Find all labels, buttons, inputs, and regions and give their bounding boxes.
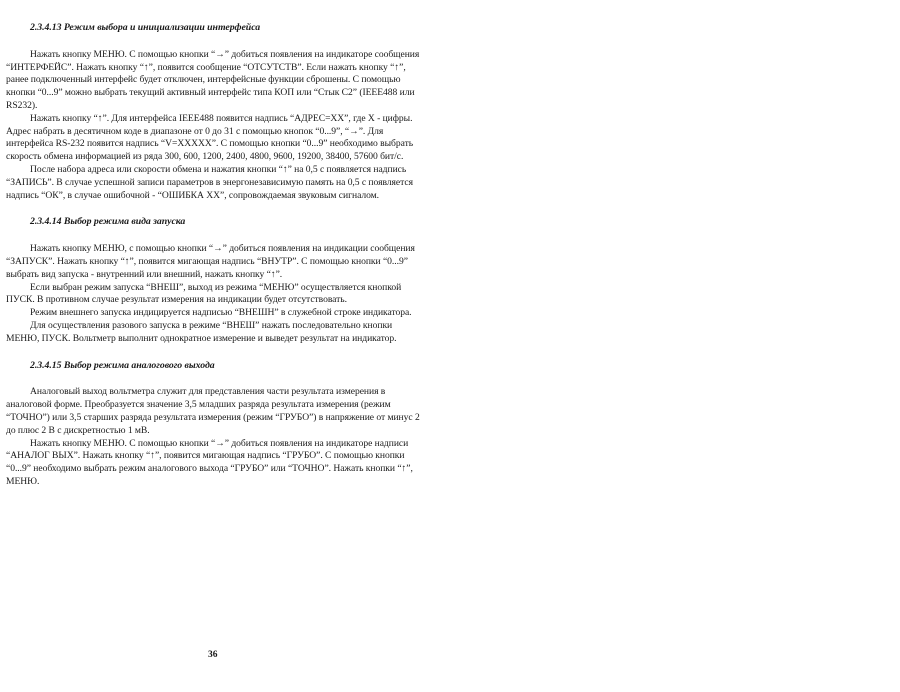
section-heading: 2.3.4.13 Режим выбора и инициализации интерфейса — [30, 22, 261, 33]
paragraph: После набора адреса или скорости обмена и нажатия кнопки “↑” на 0,5 с появляется надпись “ЗАПИСЬ”. В случае успешной записи параметров в энергонезависимую память на 0,5 с появляется надпись “ОК”, в случае ошибочной - “ОШИБКА XX”, сопровождаемая звуковым сигналом. — [6, 163, 413, 201]
paragraph: Нажать кнопку МЕНЮ. С помощью кнопки “→” добиться появления на индикаторе сообщения “ИНТЕРФЕЙС”. Нажать кнопку “↑”, появится сообщение “ОТСУТСТВ”. Если нажать кнопку “↑”, ранее подключенный интерфейс будет отключен, интерфейсные функции сброшены. С помощью кнопки “0...9” можно выбрать текущий активный интерфейс типа КОП или “Стык С2” (IEEE488 или RS232). — [6, 48, 420, 111]
section-trigger-mode — [6, 216, 426, 345]
paragraph: Если выбран режим запуска “ВНЕШ”, выход из режима “МЕНЮ” осуществляется кнопкой ПУСК. В противном случае результат измерения на индикации будет отсутствовать. — [6, 281, 402, 306]
page-number: 36 — [208, 650, 218, 660]
paragraph: Нажать кнопку “↑”. Для интерфейса IEEE488 появится надпись “АДРЕС=XX”, где X - цифры. Адрес набрать в десятичном коде в диапазоне от 0 до 31 с помощью кнопок “0...9”, “→”. Для интерфейса RS-232 появится надпись “V=XXXXX”. С помощью кнопки “0...9” необходимо выбрать скорость обмена информацией из ряда 300, 600, 1200, 2400, 4800, 9600, 19200, 38400, 57600 бит/с. — [6, 112, 414, 163]
section-heading: 2.3.4.14 Выбор режима вида запуска — [30, 216, 186, 228]
paragraph: Аналоговый выход вольтметра служит для представления части результата измерения в аналоговой форме. Преобразуется значение 3,5 младших разряда результата измерения (режим “ТОЧНО”) или 3,5 старших разряда результата измерения (режим “ГРУБО”) в напряжение от минус 2 до плюс 2 В с дискретностью 1 мВ. — [6, 386, 420, 436]
section-interface-mode — [6, 22, 426, 202]
section-analog-output — [6, 360, 426, 489]
paragraph: Режим внешнего запуска индицируется надписью “ВНЕШН” в служебной строке индикатора. — [30, 307, 412, 319]
paragraph: Нажать кнопку МЕНЮ, с помощью кнопки “→” добиться появления на индикации сообщения “ЗАПУСК”. Нажать кнопку “↑”, появится мигающая надпись “ВНУТР”. С помощью кнопки “0...9” выбрать вид запуска - внутренний или внешний, нажать кнопку “↑”. — [6, 243, 415, 280]
section-heading: 2.3.4.15 Выбор режима аналогового выхода — [30, 359, 215, 371]
paragraph: Нажать кнопку МЕНЮ. С помощью кнопки “→” добиться появления на индикаторе надписи “АНАЛОГ ВЫХ”. Нажать кнопку “↑”, появится мигающая надпись “ГРУБО”. С помощью кнопки “0...9” необходимо выбрать режим аналогового выхода “ГРУБО” или “ТОЧНО”. Нажать кнопки “↑”, МЕНЮ. — [6, 437, 413, 487]
text-column — [6, 22, 426, 503]
paragraph: Для осуществления разового запуска в режиме “ВНЕШ” нажать последовательно кнопки МЕНЮ, ПУСК. Вольтметр выполнит однократное измерение и выведет результат на индикатор. — [6, 319, 397, 344]
